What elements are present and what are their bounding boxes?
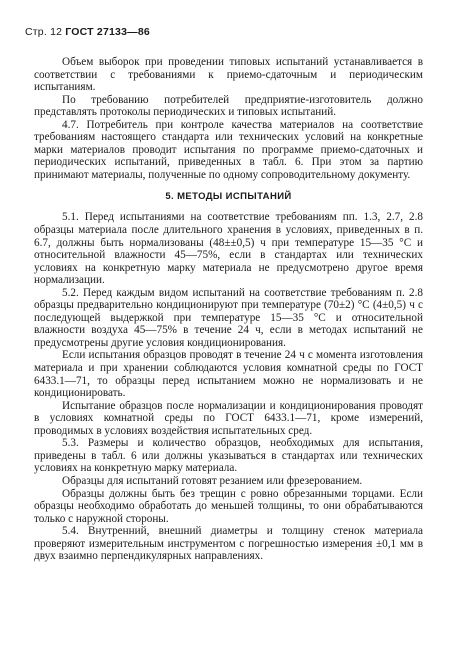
- body-text: [34, 56, 423, 563]
- paragraph-5-1: 5.1. Перед испытаниями на соответствие требованиям пп. 1.3, 2.7, 2.8 образцы материала после длительного хранения в условиях, приведенных в п. 6.7, должны быть нормализованы (48±±0,5) ч при температуре 15—35 °С и относительной влажности 45—75%, если в стандартах или технических условиях на конкретную марку материала не предусмотрено другое время нормализации.: [34, 211, 423, 287]
- paragraph: По требованию потребителей предприятие-изготовитель должно представлять протоколы периодических и типовых испытаний.: [34, 93, 423, 119]
- paragraph: Образцы должны быть без трещин с ровно обрезанными торцами. Если образцы необходимо обработать до меньшей толщины, то они обрабатываются только с наружной стороны.: [34, 487, 423, 525]
- page-header: [25, 26, 150, 38]
- paragraph-5-3: 5.3. Размеры и количество образцов, необходимых для испытания, приведены в табл. 6 или должны указываться в стандартах или технических условиях на конкретную марку материала.: [34, 437, 423, 475]
- paragraph: Испытание образцов после нормализации и кондиционирования проводят в условиях комнатной среды по ГОСТ 6433.1—71, кроме измерений, проводимых в условиях воздействия испытательных сред.: [34, 399, 423, 437]
- paragraph-4-7: 4.7. Потребитель при контроле качества материалов на соответствие требованиям настоящего стандарта или технических условий на конкретные марки материалов проводит испытания по программе приемо-сдаточных и периодических испытаний, приведенных в табл. 6. При этом за партию принимают материалы, полученные по одному сопроводительному документу.: [34, 118, 423, 181]
- paragraph-5-2: 5.2. Перед каждым видом испытаний на соответствие требованиям п. 2.8 образцы предварительно кондиционируют при температуре (70±2) °С (4±0,5) ч с последующей выдержкой при температуре 15—35 °С и относительной влажности воздуха 45—75% в течение 24 ч, если в методах испытаний не предусмотрены другие условия кондиционирования.: [34, 286, 423, 349]
- section-title: 5. МЕТОДЫ ИСПЫТАНИЙ: [165, 191, 292, 203]
- standard-code: ГОСТ 27133—86: [65, 26, 150, 38]
- paragraph: Если испытания образцов проводят в течение 24 ч с момента изготовления материала и при хранении соблюдаются условия комнатной среды по ГОСТ 6433.1—71, то образцы перед испытанием можно не нормализовать и не кондиционировать.: [34, 349, 423, 400]
- page-number: Стр. 12: [25, 26, 63, 38]
- paragraph-5-4: 5.4. Внутренний, внешний диаметры и толщину стенок материала проверяют измерительным инструментом с погрешностью измерения ±0,1 мм в двух взаимно перпендикулярных направлениях.: [34, 525, 423, 563]
- paragraph: Объем выборок при проведении типовых испытаний устанавливается в соответствии с требованиями к приемо-сдаточным и периодическим испытаниям.: [34, 56, 423, 94]
- paragraph: Образцы для испытаний готовят резанием или фрезерованием.: [62, 474, 363, 487]
